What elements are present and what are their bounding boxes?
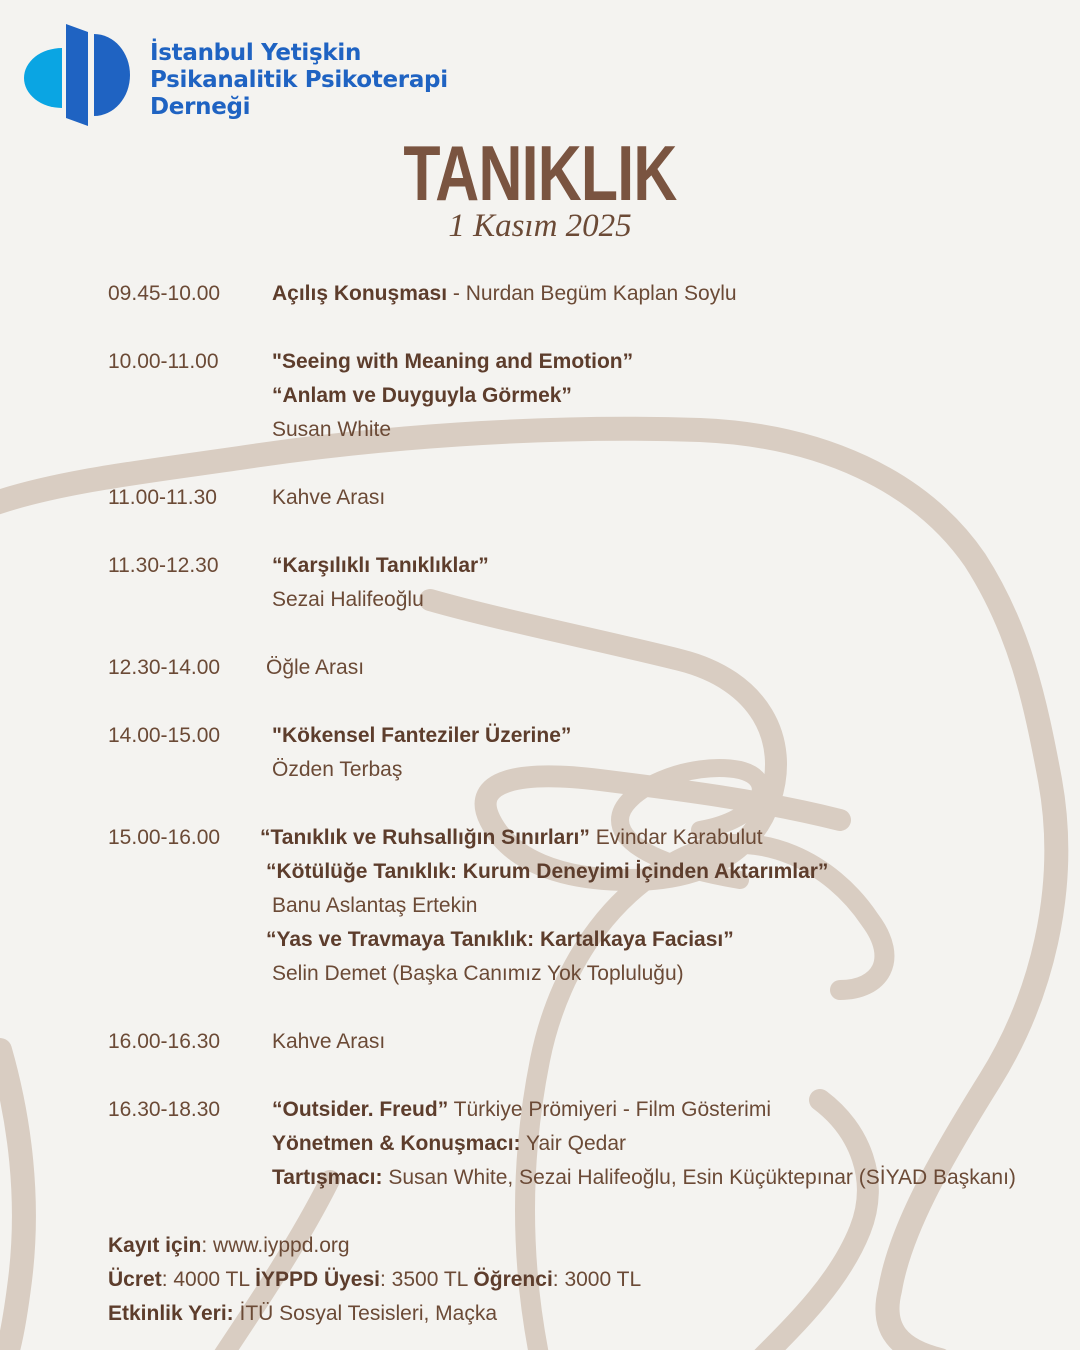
org-name-line: Derneği: [150, 94, 251, 120]
org-name-line: Psikanalitik Psikoterapi: [150, 67, 448, 93]
registration-label: Kayıt için: [108, 1234, 202, 1257]
student-fee-label: Öğrenci: [473, 1268, 553, 1291]
session-line: [272, 894, 477, 918]
fee-label: Ücret: [108, 1268, 162, 1291]
event-title: TANIKLIK: [403, 129, 677, 217]
session-line: [272, 588, 424, 612]
session-time: 16.00-16.30: [108, 1030, 221, 1053]
session-speaker: Selin Demet (Başka Canımız Yok Topluluğu): [272, 962, 684, 985]
session-title: “Outsider. Freud”: [272, 1098, 449, 1121]
member-fee-label: İYPPD Üyesi: [255, 1268, 381, 1291]
session-line: [272, 486, 385, 510]
session-line: [272, 724, 571, 748]
session-line: [272, 1098, 771, 1122]
session-line: [272, 350, 633, 374]
session-time: 14.00-15.00: [108, 724, 221, 747]
session-line: [266, 928, 734, 952]
session-line: [272, 554, 489, 578]
session-time: 11.00-11.30: [108, 486, 217, 509]
fee-info: [108, 1268, 641, 1292]
session-speaker: Özden Terbaş: [272, 758, 403, 781]
session-line: [272, 282, 737, 306]
session-line: [272, 962, 684, 986]
fee-value: : 4000 TL: [161, 1268, 256, 1291]
session-speaker: Susan White: [272, 418, 392, 441]
session-speaker: Susan White, Sezai Halifeoğlu, Esin Küçüktepınar (SİYAD Başkanı): [382, 1166, 1016, 1189]
session-speaker: Evindar Karabulut: [589, 826, 763, 849]
session-title: Açılış Konuşması: [272, 282, 448, 305]
session-speaker: Banu Aslantaş Ertekin: [272, 894, 478, 917]
event-date: 1 Kasım 2025: [448, 208, 632, 244]
session-time: 11.30-12.30: [108, 554, 219, 577]
registration-info: [108, 1234, 350, 1258]
session-detail: Kahve Arası: [272, 486, 386, 509]
session-time: 09.45-10.00: [108, 282, 221, 305]
session-speaker: Yair Qedar: [520, 1132, 626, 1155]
session-title: “Tanıklık ve Ruhsallığın Sınırları”: [260, 826, 590, 849]
member-fee-value: : 3500 TL: [380, 1268, 474, 1291]
session-title: “Yas ve Travmaya Tanıklık: Kartalkaya Faciası”: [266, 928, 734, 951]
session-line: [272, 1166, 1016, 1190]
session-detail: Türkiye Prömiyeri - Film Gösterimi: [448, 1098, 772, 1121]
session-time: 10.00-11.00: [108, 350, 219, 373]
session-line: [272, 758, 402, 782]
session-line: [272, 1132, 626, 1156]
venue-label: Etkinlik Yeri:: [108, 1302, 234, 1325]
student-fee-value: : 3000 TL: [552, 1268, 642, 1291]
session-title: “Anlam ve Duyguyla Görmek”: [272, 384, 572, 407]
session-line: [272, 418, 391, 442]
session-detail: Kahve Arası: [272, 1030, 386, 1053]
venue-info: [108, 1302, 497, 1326]
registration-link[interactable]: : www.iyppd.org: [201, 1234, 350, 1257]
session-line: [266, 656, 364, 680]
session-time: 16.30-18.30: [108, 1098, 221, 1121]
session-line: [272, 1030, 385, 1054]
session-detail: - Nurdan Begüm Kaplan Soylu: [447, 282, 737, 305]
session-line: [272, 384, 572, 408]
session-detail: Öğle Arası: [266, 656, 365, 679]
session-title: “Karşılıklı Tanıklıklar”: [272, 554, 489, 577]
session-label: Tartışmacı:: [272, 1166, 383, 1189]
session-time: 12.30-14.00: [108, 656, 221, 679]
venue-value: İTÜ Sosyal Tesisleri, Maçka: [233, 1302, 498, 1325]
session-line: [260, 826, 763, 850]
session-title: "Seeing with Meaning and Emotion”: [272, 350, 634, 373]
session-speaker: Sezai Halifeoğlu: [272, 588, 424, 611]
org-name-line: İstanbul Yetişkin: [150, 40, 362, 66]
session-title: "Kökensel Fanteziler Üzerine”: [272, 724, 572, 747]
session-line: [266, 860, 828, 884]
session-label: Yönetmen & Konuşmacı:: [272, 1132, 521, 1155]
session-title: “Kötülüğe Tanıklık: Kurum Deneyimi İçinden Aktarımlar”: [266, 860, 829, 883]
session-time: 15.00-16.00: [108, 826, 221, 849]
